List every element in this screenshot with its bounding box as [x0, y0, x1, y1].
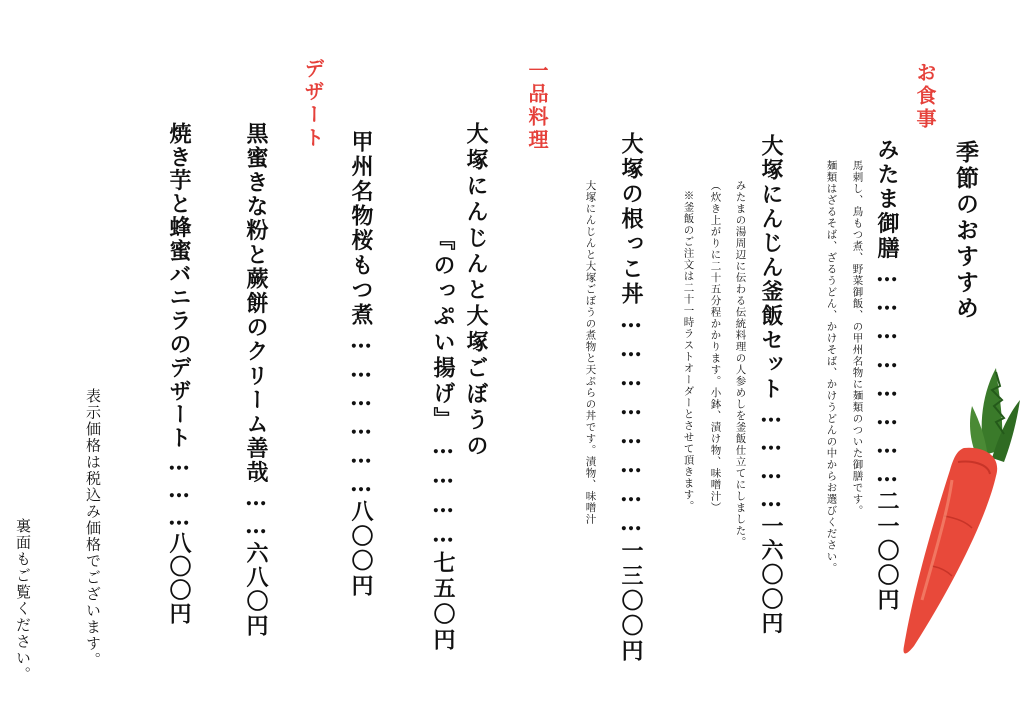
carrot-body [903, 448, 997, 654]
nekko-description-1: 大塚にんじんと大塚ごぼうの煮物と天ぷらの丼です。漬物、味噌汁 [584, 180, 597, 525]
section-heading-single-dish: 一品料理 [525, 60, 549, 152]
kamameshi-description-1: みたまの湯周辺に伝わる伝統料理の人参めしを釜飯仕立てにしました。 [734, 180, 747, 548]
carrot-image [892, 360, 1022, 660]
menu-item-kamameshi-set: 大塚にんじん釜飯セット…………一六〇〇円 [758, 134, 784, 636]
menu-item-mitama-gozen: みたま御膳……………………二一〇〇円 [874, 138, 900, 613]
kamameshi-description-3: ※釜飯のご注文は二十一時ラストオーダーとさせて頂きます。 [682, 190, 695, 512]
back-side-note: 裏面もご覧ください。 [14, 518, 32, 683]
menu-item-kuromitsu-zenzai: 黒蜜きな粉と蕨餅のクリーム善哉……六八〇円 [243, 122, 269, 639]
section-heading-meal: お食事 [913, 62, 937, 131]
kamameshi-description-2: （炊き上がりに二十五分程かかります。小鉢、漬け物、味噌汁） [709, 180, 722, 514]
section-heading-dessert: デザート [301, 58, 325, 150]
menu-item-sakura-motsuni: 甲州名物桜もつ煮………………八〇〇円 [348, 130, 374, 599]
carrot-leaves [970, 368, 1020, 462]
menu-item-yakiimo-dessert: 焼き芋と蜂蜜バニラのデザート………八〇〇円 [166, 122, 192, 626]
mitama-description-2: 麺類はざるそば、ざるうどん、かけそば、かけうどんの中からお選びください。 [825, 160, 838, 574]
mitama-description-1: 馬刺し、鳥もつ煮、野菜御飯、の甲州名物に麺類のついた御膳です。 [851, 160, 864, 517]
menu-item-nopppui-age-line2: 『のっぷい揚げ』…………七五〇円 [430, 228, 456, 654]
seasonal-title: 季節のおすすめ [952, 140, 979, 322]
menu-item-nopppui-age-line1: 大塚にんじんと大塚ごぼうの [463, 122, 489, 460]
menu-item-nekko-don: 大塚の根っこ丼……………………一三〇〇円 [618, 132, 644, 664]
tax-note: 表示価格は税込み価格でございます。 [84, 388, 102, 669]
